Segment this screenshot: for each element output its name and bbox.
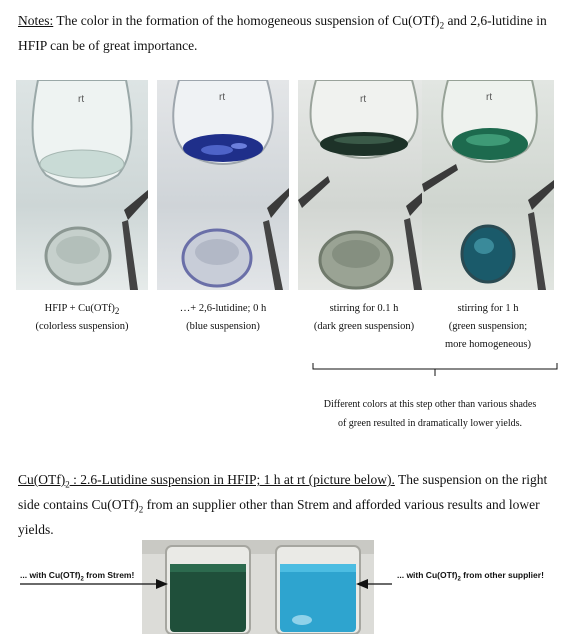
suspension-title bbox=[18, 472, 395, 490]
caption-green bbox=[418, 300, 558, 354]
label-other-b: from other supplier! bbox=[460, 570, 544, 580]
arrow-right-icon bbox=[20, 578, 168, 590]
caption-line1: …+ 2,6-lutidine; 0 h bbox=[179, 303, 267, 314]
suspension-title-sub: 2 bbox=[65, 479, 70, 490]
bracket bbox=[312, 362, 558, 378]
caption-colorless bbox=[16, 300, 148, 336]
bracket-note-line2: of green resulted in dramatically lower yields. bbox=[337, 418, 523, 429]
bracket-note-line1: Different colors at this step other than various shades bbox=[323, 399, 537, 410]
suspension-paragraph bbox=[18, 467, 554, 542]
caption-dark-green bbox=[290, 300, 438, 336]
suspension-line2-a: side contains Cu(OTf) bbox=[18, 497, 139, 512]
caption-line1: stirring for 0.1 h bbox=[329, 303, 399, 314]
caption-line1: stirring for 1 h bbox=[457, 303, 519, 314]
caption-line2: (dark green suspension) bbox=[313, 321, 415, 332]
photo-vials-comparison bbox=[142, 540, 374, 634]
label-strem-sub: 2 bbox=[80, 576, 84, 583]
notes-line1-tail: and 2,6-lutidine in bbox=[444, 13, 547, 28]
photo-blue-suspension bbox=[157, 80, 289, 290]
arrow-left-icon bbox=[356, 578, 556, 590]
flask-label: rt bbox=[486, 92, 493, 103]
photo-colorless-suspension bbox=[16, 80, 148, 290]
caption-line2: (colorless suspension) bbox=[35, 321, 129, 332]
caption-blue bbox=[157, 300, 289, 336]
caption-line2: (green suspension; bbox=[448, 321, 528, 332]
flask-photo-colorless bbox=[16, 80, 148, 290]
suspension-line2-b: from an supplier other than Strem and afforded various results and lower bbox=[143, 497, 540, 512]
suspension-line3: yields. bbox=[18, 522, 54, 537]
notes-label: Notes: bbox=[18, 13, 54, 28]
bracket-note bbox=[302, 395, 558, 433]
flask-photo-blue bbox=[157, 80, 289, 290]
caption-line2: (blue suspension) bbox=[186, 321, 260, 332]
flask-label: rt bbox=[78, 94, 85, 105]
suspension-line2-sub: 2 bbox=[138, 504, 144, 515]
photo-dark-green-suspension bbox=[298, 80, 430, 290]
caption-line1: HFIP + Cu(OTf) bbox=[44, 303, 115, 314]
flask-photo-dark-green bbox=[298, 80, 430, 290]
vials-photo bbox=[142, 540, 374, 634]
label-other-a: ... with Cu(OTf) bbox=[397, 570, 458, 580]
photo-green-suspension bbox=[422, 80, 554, 290]
suspension-title-b: : 2.6-Lutidine suspension in HFIP; 1 h at rt (picture below). bbox=[69, 472, 395, 487]
caption-line1-sub: 2 bbox=[114, 306, 120, 317]
flask-label: rt bbox=[219, 92, 226, 103]
label-strem-a: ... with Cu(OTf) bbox=[20, 570, 81, 580]
flask-label: rt bbox=[360, 94, 367, 105]
notes-line1-text: The color in the formation of the homogeneous suspension of Cu(OTf) bbox=[53, 13, 440, 28]
notes-paragraph bbox=[18, 8, 554, 58]
label-other-sub: 2 bbox=[457, 576, 461, 583]
caption-line3: more homogeneous) bbox=[444, 339, 532, 350]
suspension-text-a: The suspension on the right bbox=[394, 472, 548, 487]
suspension-title-a: Cu(OTf) bbox=[18, 472, 66, 487]
notes-line2: HFIP can be of great importance. bbox=[18, 38, 198, 53]
notes-line1-sub: 2 bbox=[439, 20, 445, 31]
flask-photo-green bbox=[422, 80, 554, 290]
label-strem-b: from Strem! bbox=[83, 570, 135, 580]
